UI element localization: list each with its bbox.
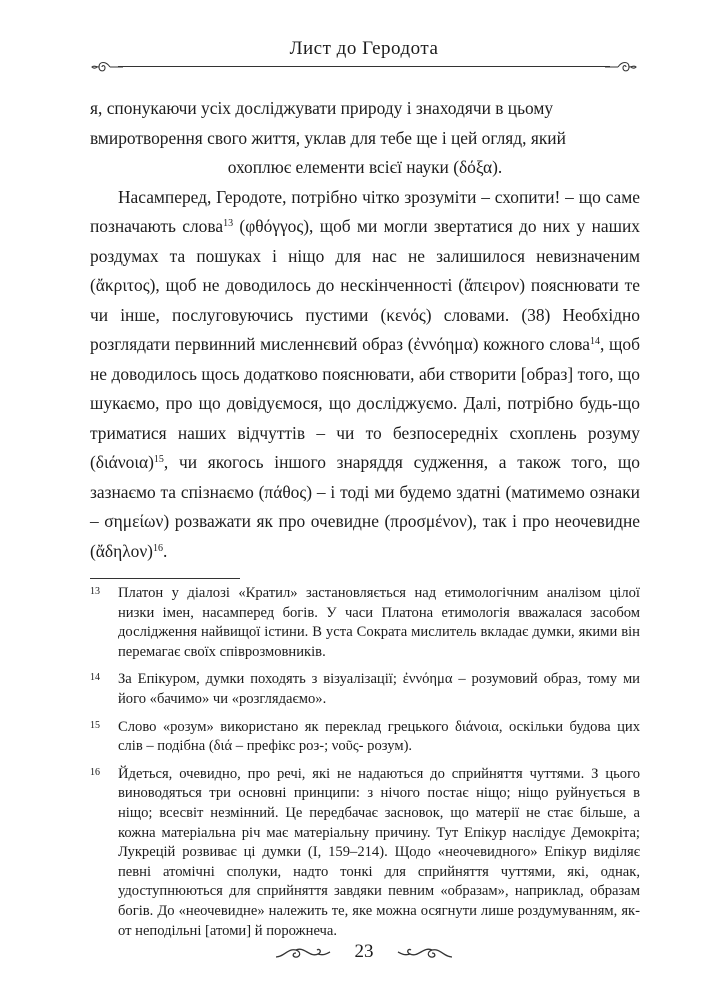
header-title: Лист до Геродота bbox=[289, 38, 439, 59]
footnote-15 bbox=[90, 718, 640, 757]
footnote-divider bbox=[90, 578, 240, 579]
footnote-16 bbox=[90, 765, 640, 941]
footnote-number: 15 bbox=[90, 719, 100, 731]
footnote-text: Платон у діалозі «Кратил» застановляється над етимологічним аналізом цілої низки імен, насамперед богів. У часи Платона етимологія вважалася засобом дослідження найвищої істини. В уста Сократа мислитель вкладає думки, якими він перемагає своїх співрозмовників. bbox=[118, 585, 640, 660]
scroll-ornament-icon bbox=[604, 58, 638, 76]
paragraph-2-part-c: , щоб не доводилось щось додатково пояснювати, аби створити [образ] того, що шукаємо, про що довідуємося, що досліджуємо. Далі, потрібно будь-що триматися наших відчуттів – чи то безпосередніх схоплень розуму (διάνοια) bbox=[90, 334, 640, 472]
footnote-text: Йдеться, очевидно, про речі, які не надаються до сприйняття чуттями. З цього виноводяться три основні принципи: з нічого постає ніщо; ніщо руйнується в ніщо; всесвіт незмінний. Це передбачає засновок, що матерії не стає більше, а кожна матеріальна річ має матеріальну причину. Тут Епікур наслідує Демокріта; Лукрецій розвиває ці думки (I, 159–214). Щодо «неочевидного» Епікур виділяє певні атомічні сполуки, надто тонкі для сприйняття чуттями, які, однак, удоступнюються для сприйняття завдяки певним «образам», наприклад, образам богів. До «неочевидне» належить те, яке можна осягнути лише роздумуванням, як-от неподільні [атоми] й порожнеча. bbox=[118, 765, 640, 939]
footnote-13 bbox=[90, 584, 640, 662]
footnote-text: За Епікуром, думки походять з візуалізації; ἐννόημα – розумовий образ, тому ми його «бачимо» чи «розглядаємо». bbox=[118, 671, 640, 707]
footnote-ref-14: 14 bbox=[589, 336, 600, 347]
paragraph-1-line-2: вмиротворення свого життя, уклав для тебе ще і цей огляд, який bbox=[90, 127, 566, 148]
footnotes bbox=[90, 584, 640, 949]
footnote-number: 16 bbox=[90, 766, 100, 778]
paragraph-1-line-3: охоплює елементи всієї науки (δόξα). bbox=[227, 157, 503, 177]
page-footer bbox=[264, 938, 464, 968]
footnote-number: 13 bbox=[90, 586, 100, 597]
footnote-number: 14 bbox=[90, 672, 100, 684]
paragraph-1-line-1: я, спонукаючи усіх досліджувати природу і знаходячи в цьому bbox=[90, 98, 554, 118]
header-rule bbox=[118, 66, 610, 67]
footnote-14 bbox=[90, 670, 640, 709]
paragraph-2-part-e: . bbox=[162, 540, 168, 561]
paragraph-2 bbox=[90, 183, 640, 567]
flourish-ornament-icon bbox=[396, 944, 454, 962]
footnote-ref-16: 16 bbox=[152, 542, 163, 554]
paragraph-2-part-a: Насамперед, Геродоте, потрібно чітко зрозуміти – схопити! – що саме позначають слова bbox=[90, 186, 640, 236]
footnote-ref-15: 15 bbox=[153, 454, 164, 465]
running-header bbox=[90, 30, 638, 76]
scroll-ornament-icon bbox=[90, 58, 124, 76]
main-text bbox=[90, 94, 640, 566]
paragraph-2-part-b: (φθόγγος), щоб ми могли звертатися до них у наших роздумах та пошуках і ніщо для нас не залишилося невизначеним (ἄκριτος), щоб не доводилось до нескінченності (ἄπειρον) пояснювати те чи інше, послуговуючись пустими (κενός) словами. (38) Необхідно розглядати первинний мисленнєвий образ (ἐννόημα) кожного слова bbox=[90, 216, 641, 354]
paragraph-2-part-d: , чи якогось іншого знаряддя судження, а також того, що зазнаємо та спізнаємо (πάθος) – і тоді ми будемо здатні (матимемо ознаки – σημείων) розважати як про очевидне (προσμένον), так і про неочевидне (ἄδηλον) bbox=[90, 452, 640, 561]
footnote-ref-13: 13 bbox=[223, 218, 234, 229]
footnote-text: Слово «розум» використано як переклад грецького διάνοια, оскільки будова цих слів – подібна (διά – префікс роз-; νοῦς- розум). bbox=[118, 718, 640, 755]
page-number: 23 bbox=[354, 941, 374, 962]
